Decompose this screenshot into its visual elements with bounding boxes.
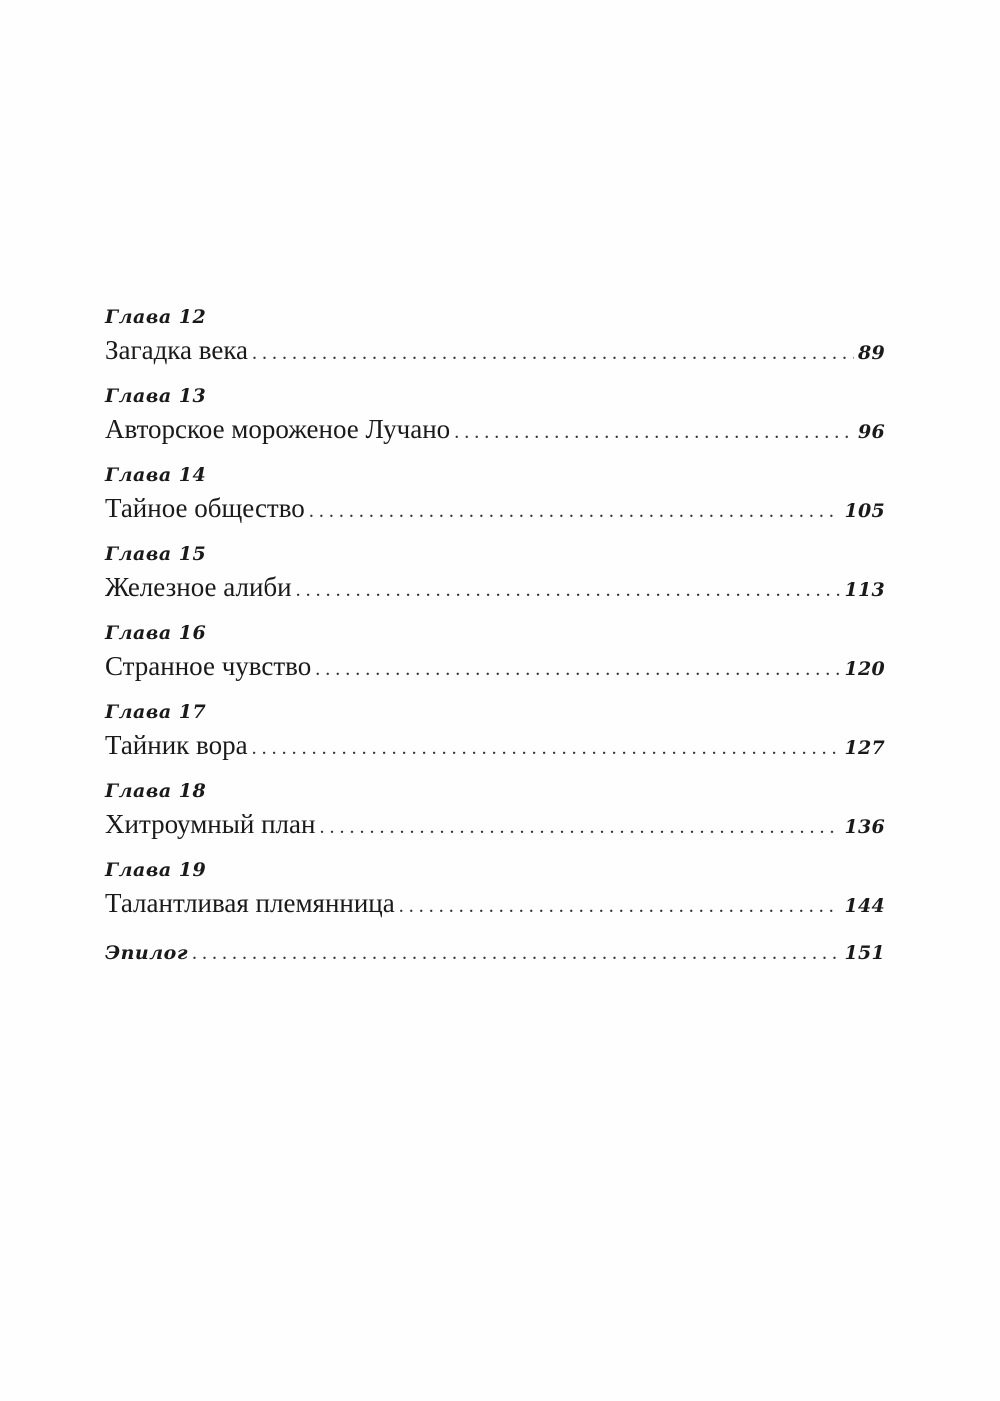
toc-chapter-19 [105,856,885,923]
page-number: 151 [844,942,885,964]
page-number: 127 [844,737,885,759]
chapter-label: Глава 17 [105,701,207,723]
toc-chapter-17 [105,698,885,765]
chapter-title: Загадка века [105,335,249,365]
toc-entry [105,805,885,844]
chapter-title: Странное чувство [105,651,312,681]
toc-chapter-12 [105,303,885,370]
chapter-label: Глава 19 [105,859,207,881]
chapter-label: Глава 16 [105,622,207,644]
chapter-title: Железное алиби [105,572,292,602]
toc-entry [105,884,885,923]
chapter-label: Глава 18 [105,780,207,802]
toc-entry [105,726,885,765]
toc-entry [105,647,885,686]
dot-leader [252,729,841,768]
page-number: 105 [844,500,885,522]
dot-leader [252,334,854,373]
toc-chapter-13 [105,382,885,449]
toc-chapter-16 [105,619,885,686]
dot-leader [319,808,840,847]
chapter-title: Хитроумный план [105,809,316,839]
toc-chapter-15 [105,540,885,607]
chapter-label: Глава 12 [105,306,207,328]
page-number: 96 [857,421,885,443]
page-number: 89 [857,342,885,364]
dot-leader [454,413,854,452]
chapter-label: Глава 14 [105,464,207,486]
page-number: 120 [844,658,885,680]
dot-leader [309,492,841,531]
toc-entry [105,489,885,528]
table-of-contents [105,303,885,971]
chapter-title: Тайник вора [105,730,248,760]
epilogue-title: Эпилог [105,942,189,964]
toc-entry [105,410,885,449]
toc-chapter-14 [105,461,885,528]
dot-leader [192,935,840,971]
page-number: 144 [844,895,885,917]
chapter-label: Глава 15 [105,543,207,565]
toc-chapter-18 [105,777,885,844]
dot-leader [315,650,840,689]
toc-entry [105,331,885,370]
chapter-title: Тайное общество [105,493,305,523]
dot-leader [296,571,841,610]
chapter-title: Авторское мороженое Лучано [105,414,451,444]
toc-epilogue [105,935,885,971]
page-number: 136 [844,816,885,838]
chapter-label: Глава 13 [105,385,207,407]
page-number: 113 [844,579,885,601]
chapter-title: Талантливая племянница [105,888,395,918]
toc-entry [105,568,885,607]
dot-leader [399,887,841,926]
